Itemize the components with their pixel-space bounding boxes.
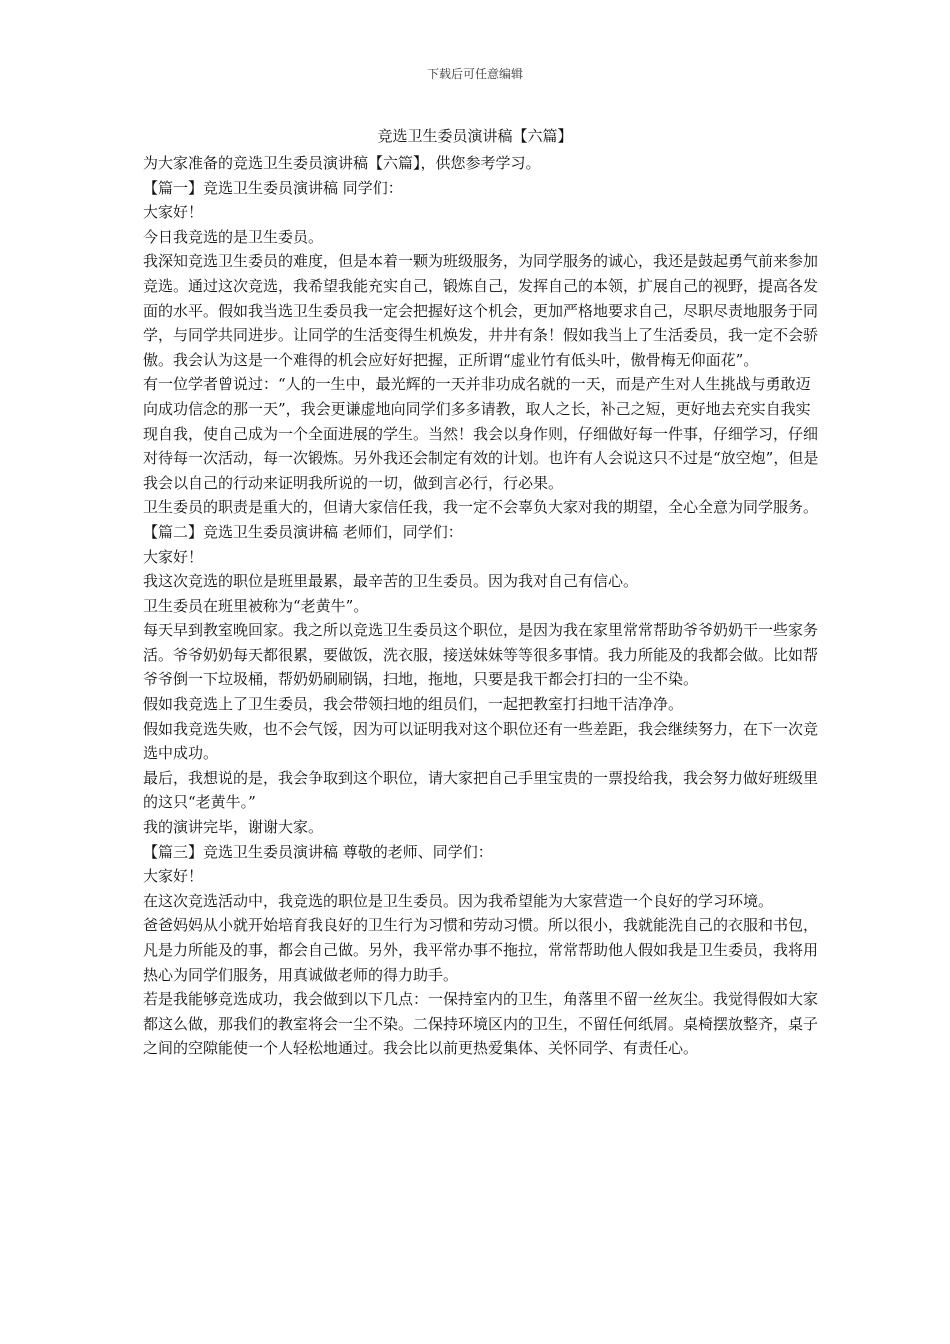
section-heading: 【篇二】竞选卫生委员演讲稿 老师们，同学们： (143, 522, 463, 541)
paragraph: 为大家准备的竞选卫生委员演讲稿【六篇】，供您参考学习。 (143, 154, 541, 172)
section-heading: 【篇三】竞选卫生委员演讲稿 尊敬的老师、同学们： (143, 842, 493, 861)
paragraph: 假如我竞选上了卫生委员，我会带领扫地的组员们，一起把教室打扫地干洁净净。 (143, 695, 684, 714)
paragraph: 爸爸妈妈从小就开始培育我良好的卫生行为习惯和劳动习惯。所以很小，我就能洗自己的衣服和书包，凡是力所能及的事，都会自己做。另外，我平常办事不拖拉，常常帮助他人假如我是卫生委员，我将用热心为同学们服务，用真诚做老师的得力助手。 (143, 916, 819, 984)
paragraph: 卫生委员的职责是重大的，但请大家信任我，我一定不会辜负大家对我的期望，全心全意为同学服务。 (143, 498, 819, 517)
paragraph: 在这次竞选活动中，我竞选的职位是卫生委员。因为我希望能为大家营造一个良好的学习环境。 (143, 891, 774, 910)
paragraph: 我的演讲完毕，谢谢大家。 (143, 818, 324, 837)
paragraph: 假如我竞选失败，也不会气馁，因为可以证明我对这个职位还有一些差距，我会继续努力，在下一次竞选中成功。 (143, 719, 819, 763)
document-title: 竞选卫生委员演讲稿【六篇】 (377, 127, 573, 145)
paragraph: 每天早到教室晚回家。我之所以竞选卫生委员这个职位，是因为我在家里常常帮助爷爷奶奶干一些家务活。爷爷奶奶每天都很累，要做饭，洗衣服，接送妹妹等等很多事情。我力所能及的我都会做。比如帮爷爷倒一下垃圾桶，帮奶奶刷刷锅，扫地，拖地，只要是我干都会打扫的一尘不染。 (143, 621, 819, 689)
page-header: 下载后可任意编辑 (426, 67, 523, 81)
document-body (143, 151, 819, 1061)
paragraph: 大家好！ (143, 867, 204, 886)
paragraph: 大家好！ (143, 547, 204, 566)
paragraph: 若是我能够竞选成功，我会做到以下几点：一保持室内的卫生，角落里不留一丝灰尘。我觉得假如大家都这么做，那我们的教室将会一尘不染。二保持环境区内的卫生，不留任何纸屑。桌椅摆放整齐，桌子之间的空隙能使一个人轻松地通过。我会比以前更热爱集体、关怀同学、有责任心。 (143, 990, 819, 1058)
paragraph: 有一位学者曾说过：“人的一生中，最光辉的一天并非功成名就的一天，而是产生对人生挑战与勇敢迈向成功信念的那一天”，我会更谦虚地向同学们多多请教，取人之长，补己之短，更好地去充实自我实现自我，使自己成为一个全面进展的学生。当然！我会以身作则，仔细做好每一件事，仔细学习，仔细对待每一次活动，每一次锻炼。另外我还会制定有效的计划。也许有人会说这只不过是“放空炮”，但是我会以自己的行动来证明我所说的一切，做到言必行，行必果。 (143, 375, 819, 492)
paragraph: 我深知竞选卫生委员的难度，但是本着一颗为班级服务，为同学服务的诚心，我还是鼓起勇气前来参加竞选。通过这次竞选，我希望我能充实自己，锻炼自己，发挥自己的本领，扩展自己的视野，提高各发面的水平。假如我当选卫生委员我一定会把握好这个机会，更加严格地要求自己，尽职尽责地服务于同学，与同学共同进步。让同学的生活变得生机焕发，井井有条！假如我当上了生活委员，我一定不会骄傲。我会认为这是一个难得的机会应好好把握，正所谓“虚业竹有低头叶，傲骨梅无仰面花”。 (143, 252, 819, 369)
paragraph: 最后，我想说的是，我会争取到这个职位，请大家把自己手里宝贵的一票投给我，我会努力做好班级里的这只“老黄牛。” (143, 768, 819, 812)
section-heading: 【篇一】竞选卫生委员演讲稿 同学们： (143, 178, 403, 197)
paragraph: 我这次竞选的职位是班里最累，最辛苦的卫生委员。因为我对自己有信心。 (143, 572, 639, 591)
paragraph: 今日我竞选的是卫生委员。 (143, 227, 324, 246)
paragraph: 大家好！ (143, 203, 204, 222)
paragraph: 卫生委员在班里被称为“老黄牛”。 (143, 596, 369, 615)
